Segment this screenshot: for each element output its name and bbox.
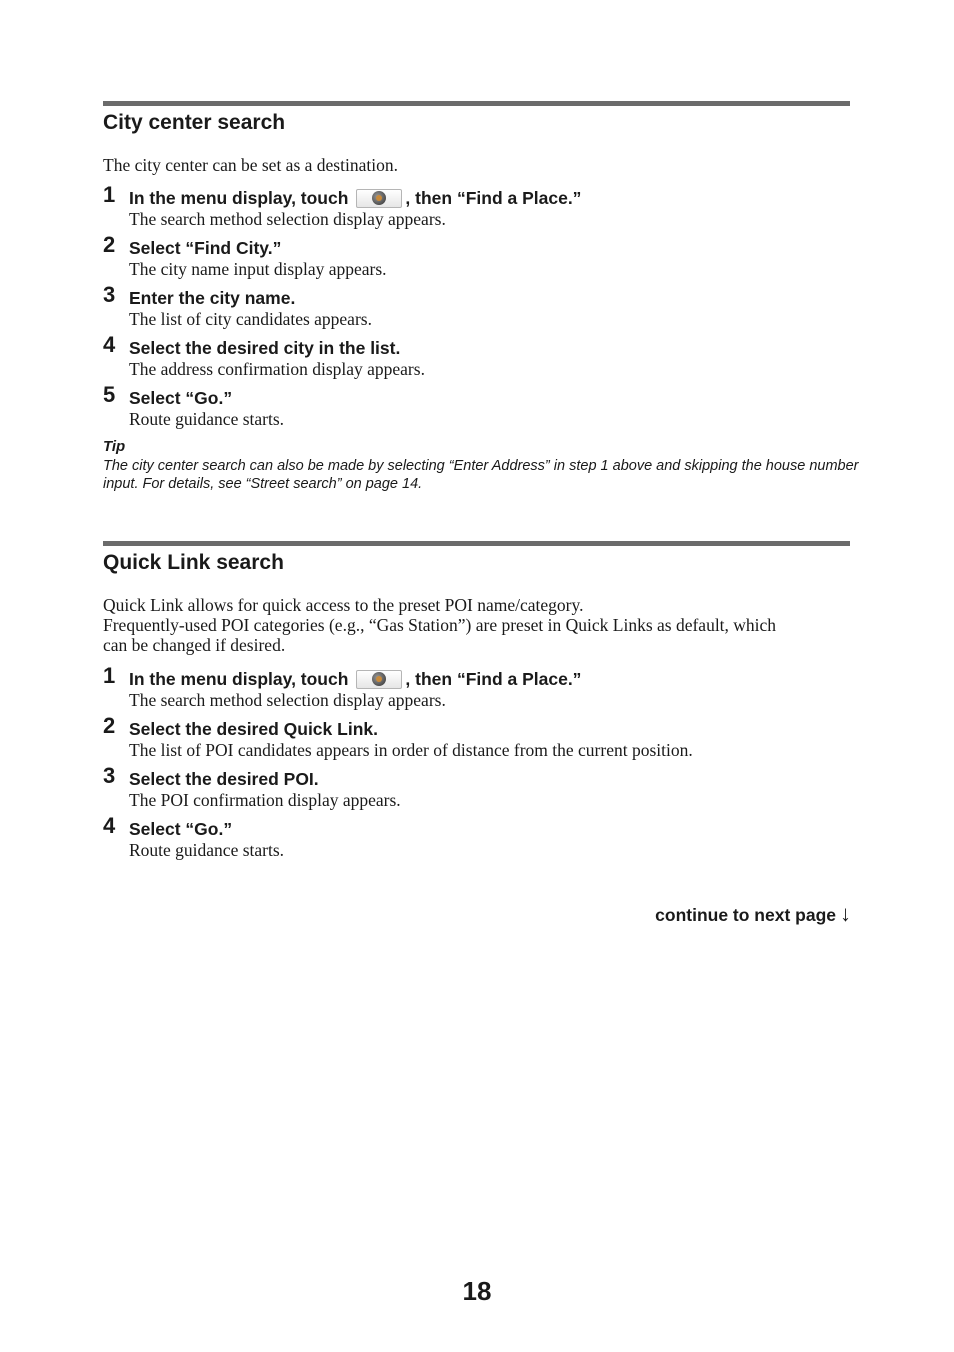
step-number: 2 [103,232,116,257]
step-title-end: , then “Find a Place.” [405,669,582,689]
step-title: Select the desired Quick Link. [129,719,378,739]
step-description: The list of city candidates appears. [129,309,372,329]
step-title: Select “Go.” [129,819,233,839]
step-title: Select the desired POI. [129,769,319,789]
section-intro-line: Quick Link allows for quick access to the preset POI name/category. [103,595,584,615]
step-number: 4 [103,813,116,838]
step-title: Select “Find City.” [129,238,282,258]
section-divider [103,541,850,546]
step-number: 1 [103,663,116,688]
arrow-down-icon: ↓ [840,901,851,926]
step-title-start: In the menu display, touch [129,669,349,689]
step-description: The search method selection display appears. [129,209,446,229]
step-title [129,669,581,689]
step-title-end: , then “Find a Place.” [405,188,582,208]
step-description: The search method selection display appears. [129,690,446,710]
step-description: Route guidance starts. [129,409,285,429]
tip-text: The city center search can also be made by selecting “Enter Address” in step 1 above and skipping the house number input. For details, see “Street search” on page 14. [103,458,859,492]
step-description: Route guidance starts. [129,840,285,860]
step-number: 2 [103,713,116,738]
continue-to-next-page [655,903,851,926]
navigation-globe-icon [356,189,402,208]
section-title-city-center: City center search [103,111,286,134]
step-title [129,188,581,208]
step-description: The list of POI candidates appears in order of distance from the current position. [129,740,693,760]
step-description: The city name input display appears. [129,259,387,279]
page-number: 18 [462,1276,492,1306]
section-divider [103,101,850,106]
step-number: 3 [103,763,116,788]
step-number: 4 [103,332,116,357]
section-intro-line: Frequently-used POI categories (e.g., “Gas Station”) are preset in Quick Links as default, which [103,615,777,635]
step-title: Enter the city name. [129,288,296,308]
step-number: 3 [103,282,116,307]
step-title-start: In the menu display, touch [129,188,349,208]
section-intro: The city center can be set as a destination. [103,155,398,175]
step-description: The address confirmation display appears. [129,359,425,379]
step-description: The POI confirmation display appears. [129,790,401,810]
tip-label: Tip [103,438,126,455]
step-number: 5 [103,382,116,407]
step-number: 1 [103,182,116,207]
section-intro-line: can be changed if desired. [103,635,286,655]
continue-label: continue to next page [655,905,836,925]
navigation-globe-icon [356,670,402,689]
step-title: Select “Go.” [129,388,233,408]
step-title: Select the desired city in the list. [129,338,401,358]
section-title-quick-link: Quick Link search [103,551,284,574]
